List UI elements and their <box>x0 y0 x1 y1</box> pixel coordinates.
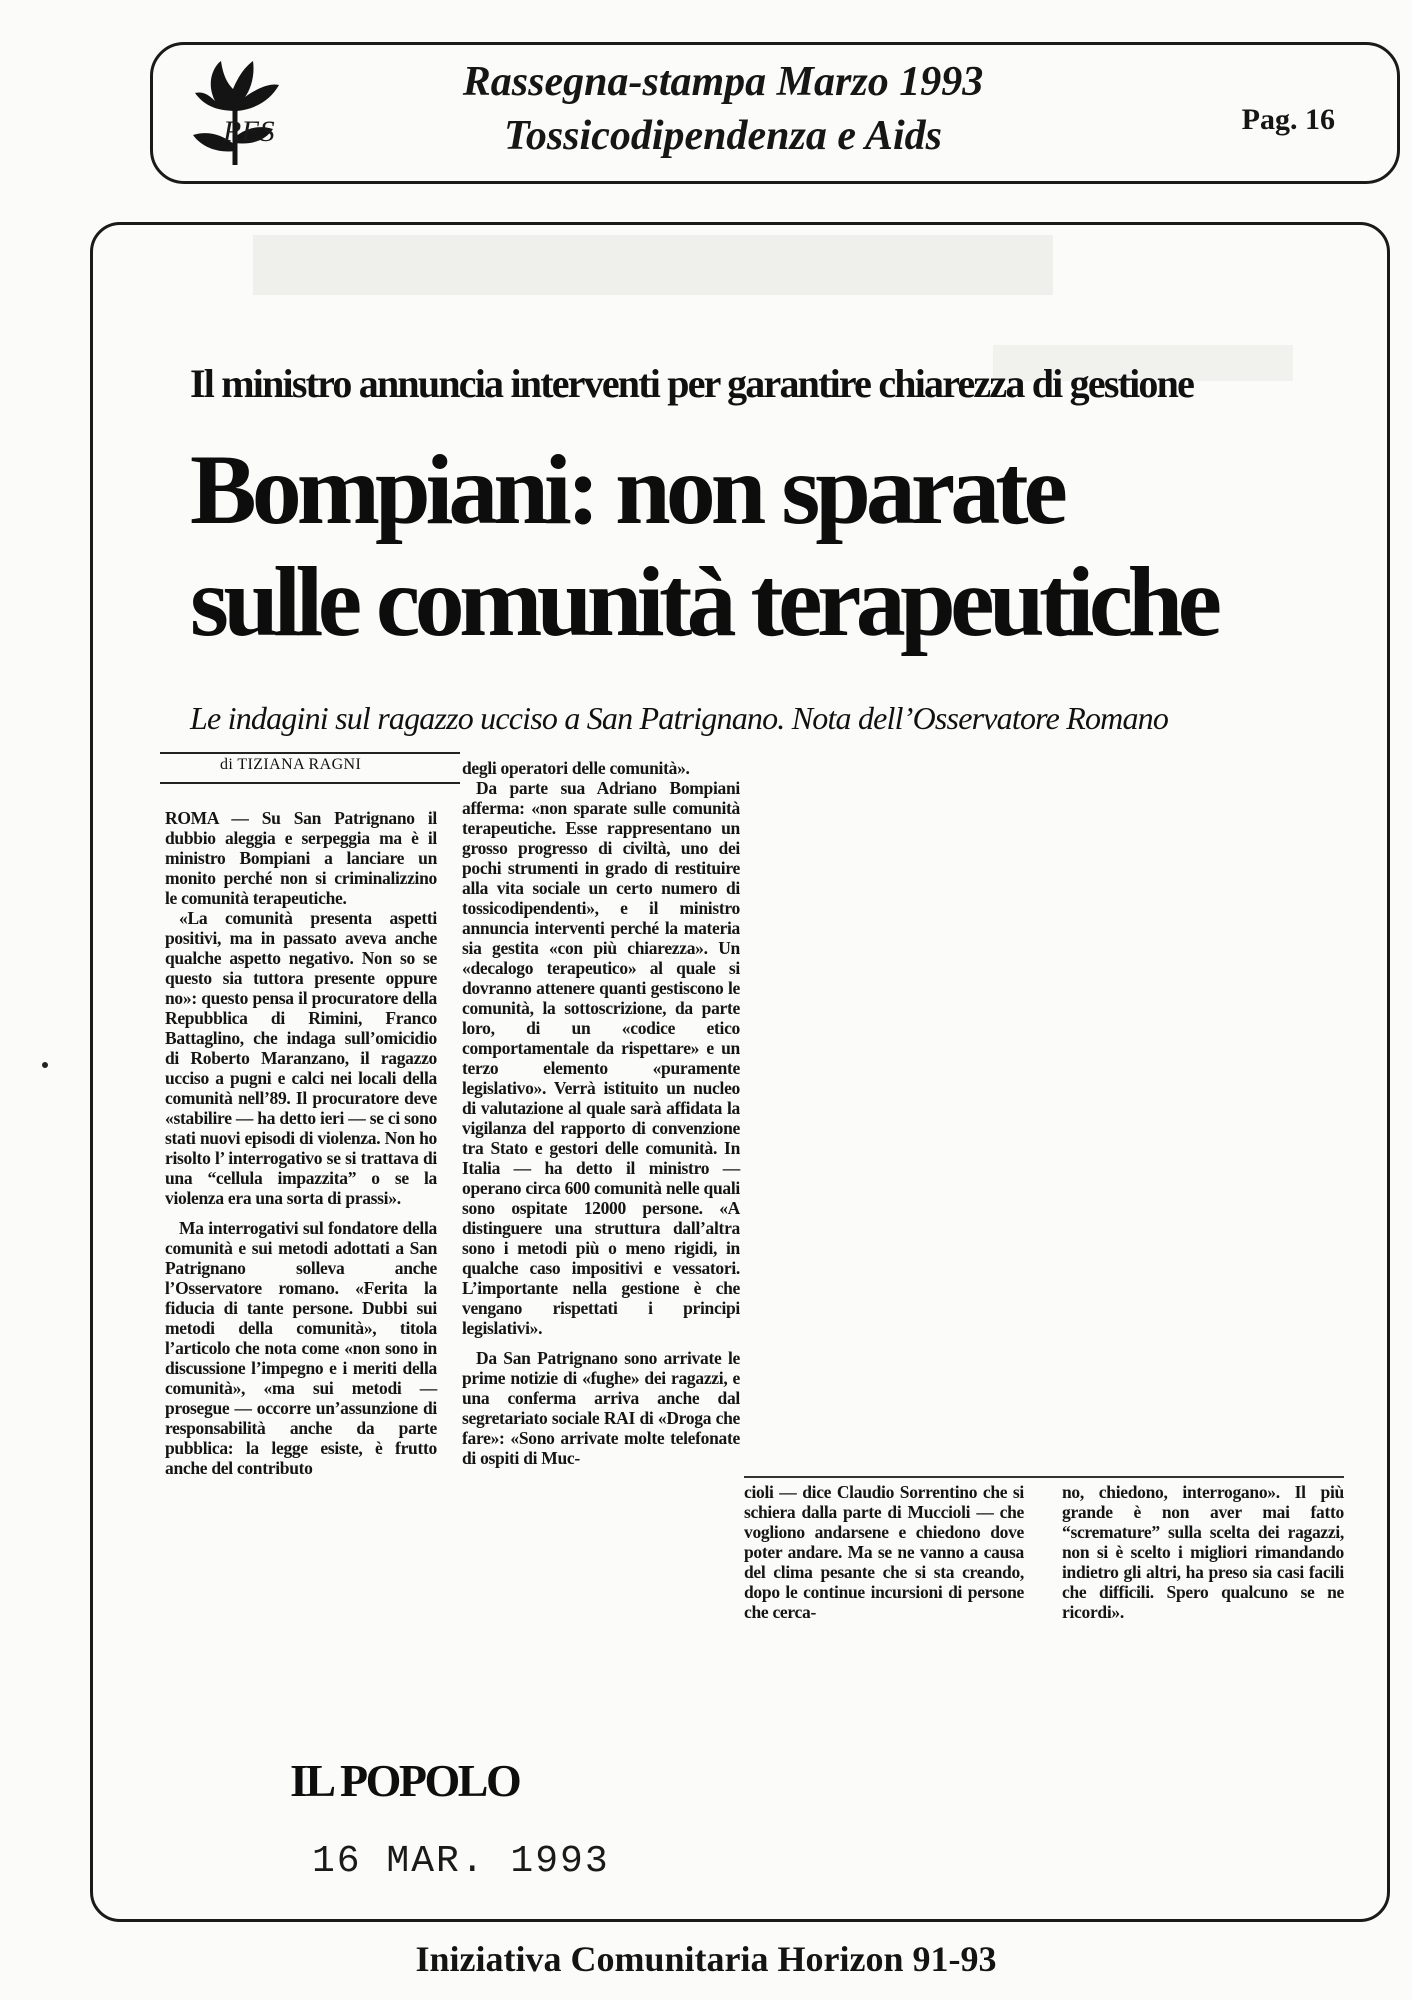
header-title-line2: Tossicodipendenza e Aids <box>504 113 942 159</box>
tulip-logo-icon <box>175 53 295 173</box>
byline-rule-bottom <box>160 782 460 784</box>
article-headline <box>190 434 1350 657</box>
article-column-3 <box>744 1482 1024 1622</box>
logo-text: RES <box>223 115 275 148</box>
article-column-1 <box>165 808 437 1478</box>
byline: di TIZIANA RAGNI <box>220 756 362 773</box>
header-title-line1: Rassegna-stampa Marzo 1993 <box>462 59 984 105</box>
article-kicker: Il ministro annuncia interventi per garantire chiarezza di gestione <box>190 361 1194 406</box>
byline-rule-top <box>160 752 460 754</box>
col3-paragraph: cioli — dice Claudio Sorrentino che si schiera dalla parte di Muccioli — che vogliono andarsene e chiedono dove poter andare. Ma se ne vanno a causa del clima pesante che si sta creando, dopo le continue incursioni di persone che cerca- <box>744 1482 1024 1622</box>
bleed-through-shadow <box>253 235 1053 295</box>
date-stamp: 16 MAR. 1993 <box>312 1840 610 1883</box>
headline-line1: Bompiani: non sparate <box>190 434 1063 545</box>
article-subhead: Le indagini sul ragazzo ucciso a San Patrignano. Nota dell’Osservatore Romano <box>190 700 1169 736</box>
headline-line2: sulle comunità terapeutiche <box>190 546 1217 657</box>
header-box <box>150 42 1400 184</box>
col1-paragraph: «La comunità presenta aspetti positivi, ma in passato aveva anche qualche aspetto negativo. Non so se questo sia tuttora presente oppure no»: questo pensa il procuratore della Repubblica di Rimini, Franco Battaglino, che indaga sull’omicidio di Roberto Maranzano, il ragazzo ucciso a pugni e calci nei locali della comunità nell’89. Il procuratore deve «stabilire — ha detto ieri — se ci sono stati nuovi episodi di violenza. Non ho risolto l’ interrogativo se si trattava di una “cellula impazzita” o se la violenza era una sorta di prassi». <box>165 908 437 1208</box>
article-column-4 <box>1062 1482 1344 1622</box>
col4-paragraph: no, chiedono, interrogano». Il più grande è non aver mai fatto “scremature” sulla scelta dei ragazzi, non si è scelto i migliori rimandando indietro gli altri, ha preso sia casi facili che difficili. Spero qualcuno se ne ricordi». <box>1062 1482 1344 1622</box>
col1-paragraph: Ma interrogativi sul fondatore della comunità e sui metodi adottati a San Patrignano solleva anche l’Osservatore romano. «Ferita la fiducia di tante persone. Dubbi sui metodi della comunità», titola l’articolo che nota come «non sono in discussione l’impegno e i meriti della comunità», «ma sui metodi — prosegue — occorre un’assunzione di responsabilità anche da parte pubblica: la legge esiste, è frutto anche del contributo <box>165 1218 437 1478</box>
scan-speck <box>42 1062 48 1068</box>
col2-paragraph: Da parte sua Adriano Bompiani afferma: «non sparate sulle comunità terapeutiche. Esse rappresentano un grosso progresso di civiltà, uno dei pochi strumenti in grado di restituire alla vita sociale un certo numero di tossicodipendenti», e il ministro annuncia interventi perché la materia sia gestita «con più chiarezza». Un «decalogo terapeutico» al quale si dovranno attenere quanti gestiscono le comunità, la sottoscrizione, da parte loro, di un «codice etico comportamentale da rispettare» e un terzo elemento «puramente legislativo». Verrà istituito un nucleo di valutazione al quale sarà affidata la vigilanza del rapporto di convenzione tra Stato e gestori delle comunità. In Italia — ha detto il ministro — operano circa 600 comunità nelle quali sono ospitate 12000 persone. «A distinguere una struttura dall’altra sono i metodi più o meno rigidi, in qualche caso impositivi e vessatori. L’importante nella gestione è che vengano rispettati i principi legislativi». <box>462 778 740 1338</box>
col2-paragraph: degli operatori delle comunità». <box>462 758 690 778</box>
article-column-2 <box>462 758 740 1468</box>
col2-paragraph: Da San Patrignano sono arrivate le prime notizie di «fughe» dei ragazzi, e una conferma arriva anche dal segretariato sociale RAI di «Droga che fare»: «Sono arrivate molte telefonate di ospiti di Muc- <box>462 1348 740 1468</box>
page-number: Pag. 16 <box>1241 103 1335 136</box>
footer-text: Iniziativa Comunitaria Horizon 91-93 <box>415 1939 997 1979</box>
header-title <box>353 55 1093 163</box>
col1-paragraph: ROMA — Su San Patrignano il dubbio aleggia e serpeggia ma è il ministro Bompiani a lanciare un monito perché non si criminalizzino le comunità terapeutiche. <box>165 808 437 908</box>
newspaper-masthead: IL POPOLO <box>290 1755 520 1806</box>
column-divider-rule <box>744 1476 1344 1478</box>
